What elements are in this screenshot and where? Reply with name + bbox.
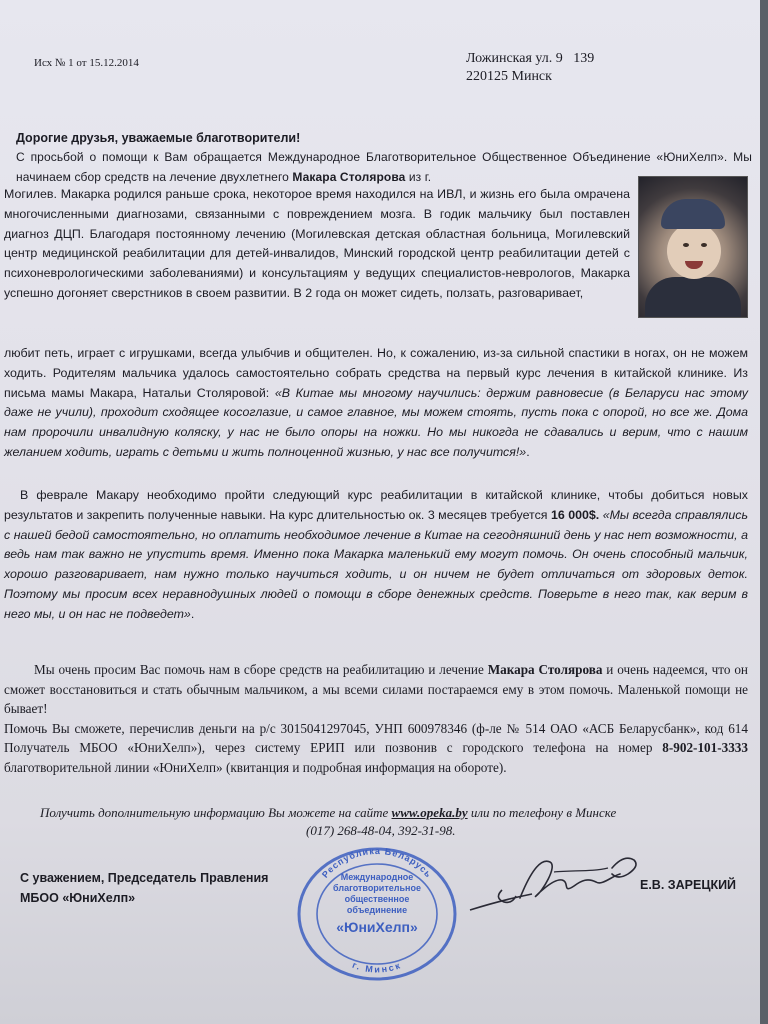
- stamp-line-2: благотворительное: [333, 883, 421, 893]
- stamp-line-5: «ЮниХелп»: [336, 919, 418, 935]
- request-text-b: и очень надеемся, что он сможет восстановиться и стать обычным мальчиком, а мы всеми силами постараемся ему в этом помочь. Маленькой помощи не бывает!: [4, 662, 748, 716]
- greeting: Дорогие друзья, уважаемые благотворители!: [16, 131, 301, 145]
- request-text-a: Мы очень просим Вас помочь нам в сборе средств на реабилитацию и лечение: [34, 662, 488, 677]
- photo-eye-right: [701, 243, 707, 247]
- address-city: 220125 Минск: [466, 69, 552, 84]
- stamp-line-4: объединение: [346, 905, 408, 915]
- closing-block: [20, 868, 268, 908]
- stamp-line-3: общественное: [344, 894, 410, 904]
- paragraph-mother-quote: [4, 344, 748, 463]
- paragraph-request: [4, 660, 748, 777]
- mother-quote: «В Китае мы многому научились: держим равновесие (в Беларуси нас этому даже не учили), проходит сходящее косоглазие, и самое главное, мы можем стоять, пусть пока с опорой, но все же. Дома нам пророчили инвалидную коляску, у нас не было опоры на ножки. Но мы никогда не сдавались и верим, что с нашим желанием ходить, играть с детьми и жить полноценной жизнью, у нас все получится!»: [4, 385, 748, 459]
- photo-cap: [661, 199, 725, 229]
- stamp-ring-top: Республика Беларусь: [320, 846, 434, 880]
- paragraph-february-course: [4, 486, 748, 625]
- contact-text-a: Получить дополнительную информацию Вы можете на сайте: [40, 805, 392, 820]
- signer-name: Е.В. ЗАРЕЦКИЙ: [640, 878, 737, 892]
- intro-text-a: С просьбой о помощи к Вам обращается Международное Благотворительное Общественное Объединение «ЮниХелп». Мы начинаем сбор средств на лечение двухлетнего: [16, 150, 752, 184]
- address-street: Ложинская ул. 9 139: [466, 51, 595, 66]
- mother-quote-end: .: [526, 444, 530, 459]
- stamp-line-1: Международное: [340, 872, 414, 882]
- request-child-name: Макара Столярова: [487, 662, 603, 677]
- course-amount: 16 000$.: [550, 507, 600, 522]
- contact-info: [40, 804, 752, 840]
- course-end: .: [190, 606, 195, 621]
- organization-stamp: [296, 846, 458, 982]
- course-quote: «Мы всегда справлялись с нашей бедой самостоятельно, но оплатить необходимое лечение в Китае на сегодняшний день у нас нет возможности, а ведь нам так важно не упустить время. Именно пока Макарка маленький ему могут помочь. Он очень способный мальчик, хорошо разговаривает, нам нужно только научиться ходить, и он ничем не будет отличаться от здоровых деток. Поэтому мы просим всех неравнодушных людей о помощи в сборе денежных средств. Поверьте в него так, как верим в него мы, и он нас не подведет»: [4, 507, 749, 621]
- intro-text-b: из г.: [405, 169, 432, 184]
- closing-title: С уважением, Председатель Правления: [20, 871, 269, 885]
- child-photo: [638, 176, 748, 318]
- reference-number: Исх № 1 от 15.12.2014: [34, 57, 139, 69]
- payment-text: Помочь Вы сможете, перечислив деньги на р/с 3015041297045, УНП 600978346 (ф-ле № 514 ОАО «АСБ Беларусбанк», код 614 Получатель МБОО «ЮниХелп»), через систему ЕРИП или позвонив с городского телефона на номер: [4, 720, 748, 755]
- intro-child-name: Макара Столярова: [292, 169, 406, 184]
- charity-phone: 8-902-101-3333: [662, 740, 748, 755]
- closing-org: МБОО «ЮниХелп»: [20, 891, 136, 905]
- photo-body: [645, 277, 741, 317]
- photo-face: [667, 223, 721, 279]
- contact-text-b: или по телефону в Минске: [467, 805, 617, 820]
- photo-eye-left: [683, 243, 689, 247]
- contact-phones: (017) 268-48-04, 392-31-98.: [306, 823, 456, 838]
- address-block: [466, 50, 594, 86]
- stamp-ring-bottom: г. Минск: [350, 959, 404, 975]
- payment-text-end: благотворительной линии «ЮниХелп» (квитанция и подробная информация на обороте).: [4, 759, 507, 775]
- paragraph-history: Могилев. Макарка родился раньше срока, некоторое время находился на ИВЛ, и жизнь его была омрачена многочисленными диагнозами, связанными с повреждением мозга. В годик мальчику был поставлен диагноз ДЦП. Благодаря постоянному лечению (Могилевская детская областная больница, Могилевский центр медицинской реабилитации для детей-инвалидов, Минский городской центр реабилитации детей с психоневрологическими заболеваниями) и консультациям у ведущих специалистов-неврологов, Макарка успешно догоняет сверстников в своем развитии. В 2 года он может сидеть, ползать, разговаривает,: [4, 187, 630, 300]
- handwritten-signature: [462, 848, 652, 918]
- mother-quote-intro: любит петь, играет с игрушками, всегда улыбчив и общителен. Но, к сожалению, из-за сильной спастики в ногах, он не можем ходить. Родителям мальчика удалось самостоятельно собрать средства на первый курс лечения в китайской клинике. Из письма мамы Макара, Натальи Столяровой:: [4, 346, 748, 400]
- website-link[interactable]: www.opeka.by: [391, 805, 468, 820]
- course-text: В феврале Макару необходимо пройти следующий курс реабилитации в китайской клинике, чтобы добиться новых результатов и закрепить полученные навыки. На курс длительностью ок. 3 месяцев требуется: [4, 488, 748, 522]
- page-edge: [760, 0, 768, 1024]
